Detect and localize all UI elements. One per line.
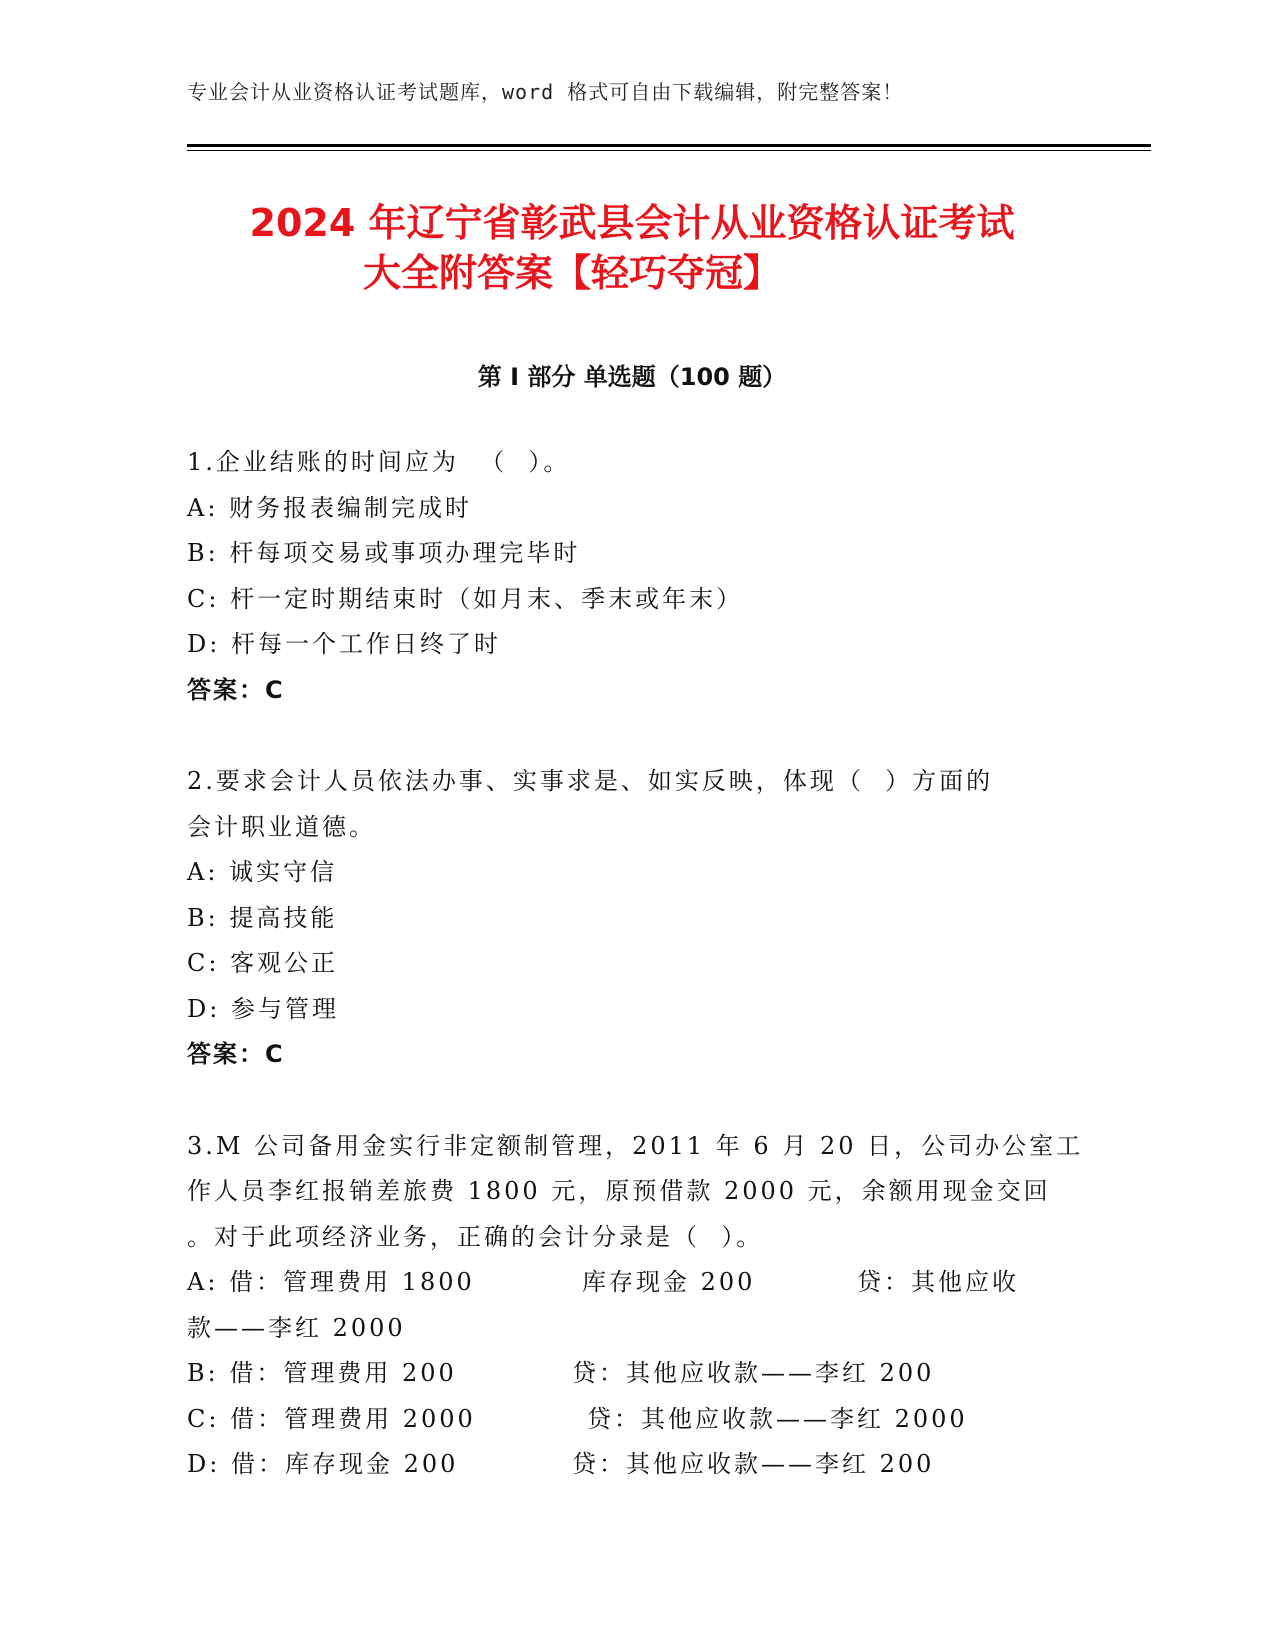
option-b-debit: B: 借：管理费用 200	[187, 1359, 457, 1387]
answer: 答案：C	[187, 1040, 285, 1068]
option-b-credit: 贷：其他应收款——李红 200	[572, 1359, 935, 1387]
question-stem: 3.M 公司备用金实行非定额制管理，2011 年 6 月 20 日，公司办公室工	[187, 1131, 1084, 1160]
header-note: 专业会计从业资格认证考试题库，word 格式可自由下载编辑，附完整答案！	[187, 80, 904, 104]
question-stem-cont: 作人员李红报销差旅费 1800 元，原预借款 2000 元，余额用现金交回	[187, 1177, 1051, 1205]
question-stem: 2.要求会计人员依法办事、实事求是、如实反映，体现（ ）方面的	[187, 767, 994, 795]
option-a: A: 财务报表编制完成时	[187, 493, 473, 522]
option-b: B: 杆每项交易或事项办理完毕时	[187, 539, 581, 567]
option-d-credit: 贷：其他应收款——李红 200	[572, 1450, 935, 1478]
header-rule-thick	[187, 144, 1151, 147]
option-b: B: 提高技能	[187, 903, 338, 932]
option-c	[187, 1397, 1077, 1443]
option-b	[187, 1351, 1077, 1397]
header-rule-thin	[187, 150, 1151, 151]
option-a: A: 诚实守信	[187, 858, 338, 886]
question-stem-cont: 会计职业道德。	[187, 812, 376, 841]
option-d: D: 杆每一个工作日终了时	[187, 630, 501, 658]
answer: 答案：C	[187, 675, 285, 704]
option-c-debit: C: 借：管理费用 2000	[187, 1404, 476, 1433]
option-a-cont: 款——李红 2000	[187, 1313, 406, 1342]
option-d-debit: D: 借：库存现金 200	[187, 1450, 459, 1478]
title-line-2: 大全附答案【轻巧夺冠】	[362, 251, 781, 295]
document-title	[187, 198, 1077, 298]
question-1	[187, 440, 1077, 713]
question-2	[187, 759, 1077, 1078]
question-stem: 1.企业结账的时间应为 （ ）。	[187, 448, 571, 476]
option-a-cash: 库存现金 200	[582, 1268, 756, 1296]
option-c: C: 客观公正	[187, 949, 339, 977]
section-heading: 第 I 部分 单选题（100 题）	[477, 363, 787, 391]
option-c: C: 杆一定时期结束时（如月末、季末或年末）	[187, 584, 744, 613]
option-a-credit: 贷：其他应收	[857, 1268, 1019, 1296]
option-a	[187, 1260, 1077, 1306]
option-c-credit: 贷：其他应收款——李红 2000	[587, 1404, 968, 1433]
option-d	[187, 1442, 1077, 1488]
option-a-debit: A: 借：管理费用 1800	[187, 1268, 475, 1296]
title-line-1: 2024 年辽宁省彰武县会计从业资格认证考试	[249, 201, 1015, 245]
question-3	[187, 1124, 1084, 1488]
question-stem-cont: 。对于此项经济业务，正确的会计分录是（ ）。	[187, 1222, 764, 1251]
option-d: D: 参与管理	[187, 994, 339, 1023]
question-list	[187, 440, 1084, 1534]
